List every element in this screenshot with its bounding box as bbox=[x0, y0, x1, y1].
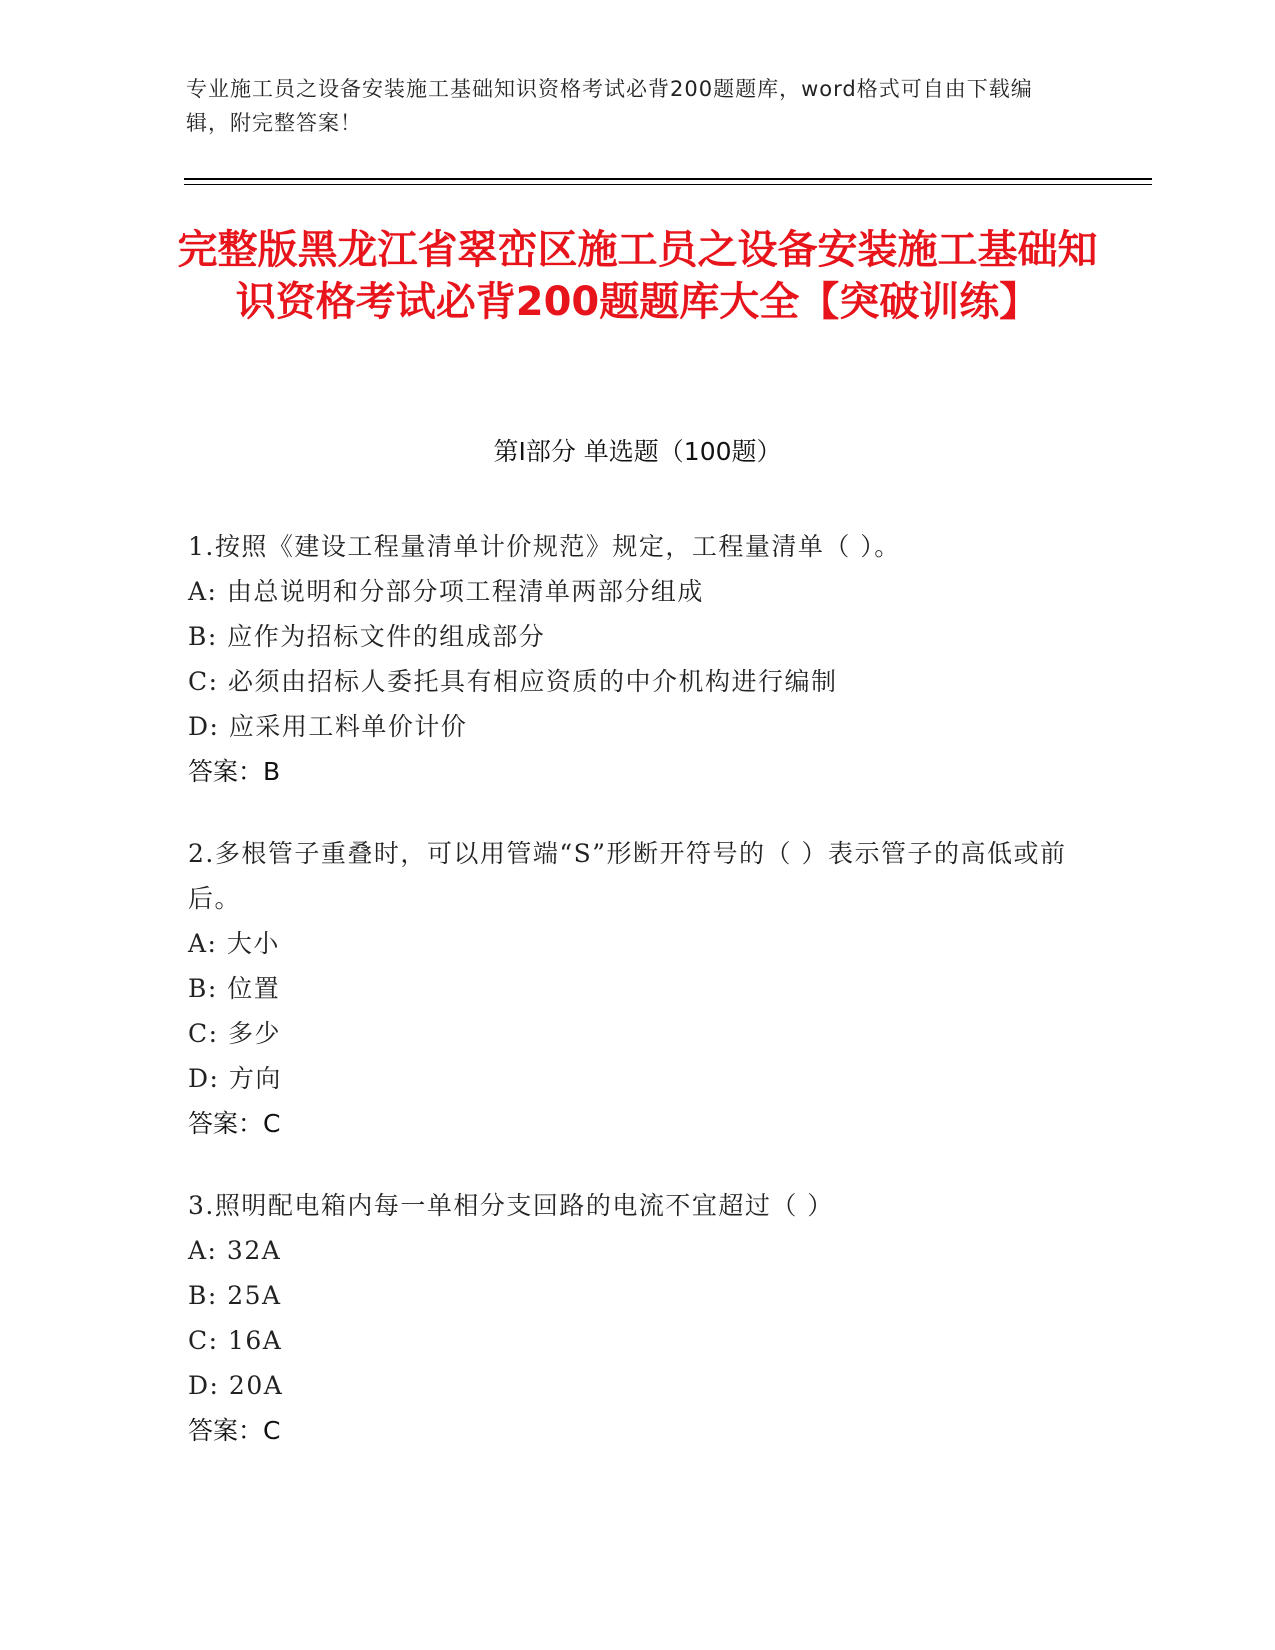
option-b: B: 应作为招标文件的组成部分 bbox=[188, 622, 546, 651]
option-c: C: 16A bbox=[188, 1326, 283, 1355]
option-a: A: 由总说明和分部分项工程清单两部分组成 bbox=[188, 577, 704, 606]
question-item bbox=[188, 831, 1068, 1146]
answer-line: 答案：B bbox=[188, 757, 281, 786]
header-rule-thin bbox=[184, 184, 1152, 185]
question-item bbox=[188, 524, 1068, 794]
question-text: 2.多根管子重叠时，可以用管端“S”形断开符号的（ ）表示管子的高低或前后。 bbox=[188, 839, 1067, 913]
option-a: A: 32A bbox=[188, 1236, 282, 1265]
header-rule-thick bbox=[184, 178, 1152, 180]
option-c: C: 必须由招标人委托具有相应资质的中介机构进行编制 bbox=[188, 667, 838, 696]
question-text: 1.按照《建设工程量清单计价规范》规定，工程量清单（ ）。 bbox=[188, 532, 901, 561]
option-d: D: 方向 bbox=[188, 1064, 282, 1093]
question-text: 3.照明配电箱内每一单相分支回路的电流不宜超过（ ） bbox=[188, 1191, 834, 1220]
answer-line: 答案：C bbox=[188, 1416, 281, 1445]
question-item bbox=[188, 1183, 1068, 1453]
option-a: A: 大小 bbox=[188, 929, 280, 958]
option-b: B: 位置 bbox=[188, 974, 281, 1003]
question-list bbox=[188, 524, 1068, 1490]
option-b: B: 25A bbox=[188, 1281, 282, 1310]
option-d: D: 应采用工料单价计价 bbox=[188, 712, 468, 741]
section-title: 第I部分 单选题（100题） bbox=[493, 437, 782, 466]
answer-line: 答案：C bbox=[188, 1109, 281, 1138]
header-note: 专业施工员之设备安装施工基础知识资格考试必背200题题库，word格式可自由下载编辑，附完整答案！ bbox=[186, 77, 1033, 135]
option-c: C: 多少 bbox=[188, 1019, 281, 1048]
document-title: 完整版黑龙江省翠峦区施工员之设备安装施工基础知识资格考试必背200题题库大全【突破训练】 bbox=[177, 227, 1098, 325]
option-d: D: 20A bbox=[188, 1371, 284, 1400]
